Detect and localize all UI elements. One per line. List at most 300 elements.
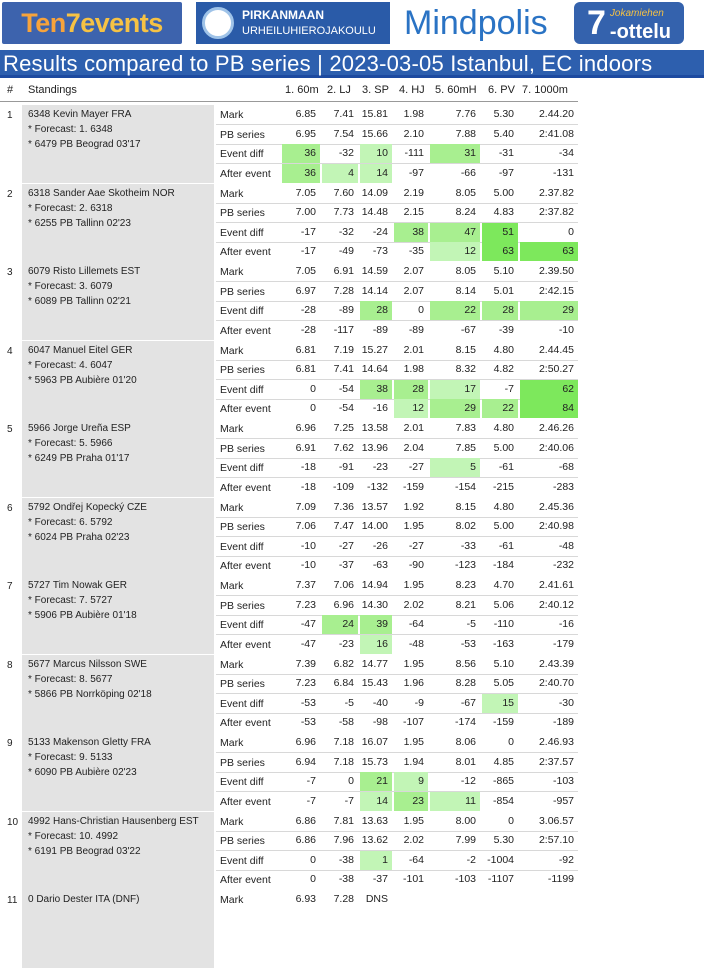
result-row (216, 301, 578, 321)
row-label: Event diff (220, 697, 264, 710)
result-cell: 7.62 (333, 441, 354, 454)
result-cell: 2.04 (403, 441, 424, 454)
athlete-pb: * 6191 PB Beograd 03'22 (28, 845, 141, 857)
result-cell: 0 (310, 402, 316, 415)
result-cell: -10 (300, 539, 316, 552)
result-cell: -32 (338, 147, 354, 160)
result-cell: -73 (372, 245, 388, 258)
athlete-block (0, 105, 578, 184)
result-cell: -89 (408, 323, 424, 336)
result-cell: -9 (414, 696, 424, 709)
row-label: Mark (220, 580, 244, 592)
result-cell: 2:37.57 (538, 755, 574, 768)
column-header: 5. 60mH (435, 84, 477, 96)
result-row (216, 125, 578, 145)
result-row (216, 851, 578, 871)
result-cell: 6.82 (333, 657, 354, 670)
athlete-pb: * 6089 PB Tallinn 02'21 (28, 296, 131, 307)
result-cell: 9 (394, 772, 428, 791)
result-row (216, 655, 578, 675)
athlete-pb: * 6249 PB Praha 01'17 (28, 453, 130, 464)
result-cell: 15.43 (361, 677, 388, 690)
result-cell: 14.00 (361, 520, 388, 533)
row-label: After event (220, 717, 271, 730)
result-cell: -215 (492, 480, 514, 493)
result-cell: 22 (430, 301, 480, 320)
result-cell: -232 (552, 559, 574, 572)
result-cell: 6.86 (295, 834, 316, 847)
result-row (216, 733, 578, 753)
row-label: PB series (220, 285, 265, 298)
athlete-pb: * 6090 PB Aubière 02'23 (28, 767, 137, 778)
result-cell: -53 (300, 716, 316, 729)
result-cell: 8.32 (455, 363, 476, 376)
result-cell: -27 (338, 539, 354, 552)
result-row (216, 498, 578, 518)
result-cell: 5 (430, 458, 480, 477)
result-cell: 7.41 (333, 108, 354, 120)
result-cell: 36 (282, 144, 320, 163)
result-cell: 7.47 (333, 520, 354, 533)
result-cell: 14.59 (361, 265, 388, 277)
result-cell: 7.25 (333, 422, 354, 434)
result-cell: 8.05 (455, 265, 476, 277)
result-cell: -5 (466, 618, 476, 631)
pirkanmaan-logo (196, 2, 390, 44)
row-label: Mark (220, 815, 244, 828)
result-cell: 13.63 (361, 814, 388, 827)
result-cell: 1.96 (403, 677, 424, 690)
row-label: Event diff (220, 854, 264, 867)
result-cell: 7.39 (295, 657, 316, 670)
result-cell: -90 (408, 559, 424, 572)
result-cell: 13.57 (361, 500, 388, 513)
header-divider (0, 101, 578, 102)
result-row (216, 674, 578, 694)
result-cell: -957 (552, 794, 574, 807)
result-cell: 7.19 (333, 343, 354, 356)
result-row (216, 694, 578, 714)
result-cell: 8.02 (455, 520, 476, 533)
result-cell: -10 (558, 323, 574, 336)
result-cell: 14.14 (361, 284, 388, 297)
result-cell: 2.44.20 (538, 108, 574, 120)
athlete-name: 6047 Manuel Eitel GER (28, 344, 133, 356)
result-cell: -18 (300, 480, 316, 493)
row-label: Event diff (220, 776, 264, 789)
result-cell: 2.43.39 (538, 657, 574, 670)
result-cell: -64 (408, 618, 424, 631)
column-header: 4. HJ (399, 84, 425, 96)
athlete-forecast: * Forecast: 1. 6348 (28, 124, 113, 135)
row-label: PB series (220, 364, 265, 377)
athlete-pb: * 6479 PB Beograd 03'17 (28, 139, 141, 150)
result-cell: -47 (300, 637, 316, 650)
result-cell: -61 (498, 539, 514, 552)
result-row (216, 517, 578, 537)
result-cell: 7.60 (333, 186, 354, 199)
result-cell: 7.37 (295, 579, 316, 591)
result-cell: 7.18 (333, 755, 354, 768)
athlete-block (0, 655, 578, 734)
result-row (216, 478, 578, 498)
result-cell: 7.28 (333, 893, 354, 905)
result-cell: 1.95 (403, 814, 424, 827)
result-cell: -28 (300, 323, 316, 336)
row-label: Mark (220, 737, 244, 749)
result-cell: 6.96 (333, 598, 354, 611)
result-cell: 8.14 (455, 284, 476, 297)
result-cell: -24 (372, 225, 388, 238)
result-cell: 6.81 (295, 343, 316, 356)
row-label: Mark (220, 187, 244, 200)
column-header: Standings (28, 84, 77, 96)
result-cell: 4.82 (493, 363, 514, 376)
result-cell: 16 (360, 635, 392, 654)
result-cell: -7 (504, 382, 514, 395)
row-label: PB series (220, 442, 265, 455)
result-cell: 14.64 (361, 363, 388, 376)
result-row (216, 635, 578, 655)
result-cell: 1.95 (403, 579, 424, 591)
page-title: Results compared to PB series | 2023-03-05 Istanbul, EC indoors (3, 51, 653, 76)
result-cell: 38 (360, 380, 392, 399)
result-cell: -37 (338, 559, 354, 572)
athlete-block (0, 184, 578, 263)
result-cell: 7.28 (333, 284, 354, 297)
result-cell: 14 (360, 164, 392, 183)
result-cell: 8.01 (455, 755, 476, 768)
result-cell: 7.76 (455, 108, 476, 120)
result-cell: 2.44.45 (538, 343, 574, 356)
result-cell: 51 (482, 223, 518, 242)
result-row (216, 890, 578, 910)
result-cell: -92 (558, 853, 574, 866)
result-cell: 8.24 (455, 206, 476, 219)
result-cell: -48 (408, 637, 424, 650)
result-cell: -1004 (487, 853, 514, 866)
result-row (216, 596, 578, 616)
result-cell: 4.85 (493, 755, 514, 768)
result-cell: 28 (360, 301, 392, 320)
result-cell: 7.88 (455, 127, 476, 140)
result-cell: -16 (372, 402, 388, 415)
column-header: 2. LJ (327, 84, 351, 96)
result-cell: -27 (408, 461, 424, 474)
result-cell: -37 (372, 873, 388, 886)
mindpolis-logo (404, 2, 556, 44)
result-cell: 2.07 (403, 265, 424, 277)
result-row (216, 458, 578, 478)
result-cell: -39 (498, 323, 514, 336)
result-cell: -103 (454, 873, 476, 886)
athlete-block (0, 498, 578, 577)
row-label: After event (220, 638, 271, 651)
athlete-name: 5966 Jorge Ureña ESP (28, 423, 131, 434)
column-header: # (7, 84, 14, 96)
result-cell: -97 (498, 166, 514, 179)
result-cell: 2:41.08 (538, 127, 574, 140)
athlete-pb: * 6024 PB Praha 02'23 (28, 531, 130, 543)
result-cell: -159 (402, 480, 424, 493)
result-cell: 2.46.26 (538, 422, 574, 434)
result-cell: -17 (300, 245, 316, 258)
result-cell: -103 (552, 775, 574, 788)
result-cell: 0 (508, 736, 514, 748)
athlete-block (0, 812, 578, 891)
athlete-rank: 1 (7, 110, 13, 121)
result-row (216, 262, 578, 282)
athlete-block (0, 576, 578, 655)
result-cell: 6.86 (295, 814, 316, 827)
row-label: PB series (220, 521, 265, 534)
athlete-name: 5727 Tim Nowak GER (28, 580, 127, 591)
column-header: 7. 1000m (522, 84, 568, 96)
result-cell: -5 (344, 696, 354, 709)
result-cell: 1.95 (403, 657, 424, 670)
result-row (216, 164, 578, 184)
result-cell: 6.91 (333, 265, 354, 277)
result-cell: 5.05 (493, 677, 514, 690)
ten7events-logo (2, 2, 182, 44)
result-cell: -1107 (487, 873, 514, 886)
result-cell: -132 (366, 480, 388, 493)
result-cell: 7.36 (333, 500, 354, 513)
column-header: 3. SP (362, 84, 389, 96)
row-label: Event diff (220, 619, 264, 632)
result-cell: 2.01 (403, 422, 424, 434)
row-label: Event diff (220, 305, 264, 318)
athlete-pb: * 5963 PB Aubière 01'20 (28, 374, 137, 386)
athlete-name: 5677 Marcus Nilsson SWE (28, 658, 147, 670)
result-cell: 6.95 (295, 127, 316, 140)
athlete-rank: 8 (7, 659, 13, 671)
result-cell: 2:40.12 (538, 598, 574, 611)
result-cell: 5.40 (493, 127, 514, 140)
result-cell: 2.39.50 (538, 265, 574, 277)
result-cell: 2:42.15 (538, 284, 574, 297)
result-cell: 8.15 (455, 500, 476, 513)
result-cell: -49 (338, 245, 354, 258)
result-cell: 16.07 (361, 736, 388, 748)
result-cell: 39 (360, 615, 392, 634)
result-cell: 6.84 (333, 677, 354, 690)
athlete-pb: * 6255 PB Tallinn 02'23 (28, 217, 131, 229)
result-cell: -111 (404, 147, 424, 160)
result-cell: 7.18 (333, 736, 354, 748)
result-cell: 38 (394, 223, 428, 242)
result-cell: 7.83 (455, 422, 476, 434)
result-cell: 0 (348, 775, 354, 788)
athlete-forecast: * Forecast: 4. 6047 (28, 359, 113, 371)
result-cell: 15.81 (361, 108, 388, 120)
result-cell: -33 (460, 539, 476, 552)
result-cell: 7.00 (295, 206, 316, 219)
result-cell: 13.62 (361, 834, 388, 847)
result-row (216, 203, 578, 223)
athlete-rank: 10 (7, 816, 19, 828)
result-cell: -38 (338, 873, 354, 886)
result-cell: 2:57.10 (538, 834, 574, 847)
result-cell: 5.00 (493, 520, 514, 533)
result-cell: 2.37.82 (538, 186, 574, 199)
result-cell: 47 (430, 223, 480, 242)
result-cell: -54 (338, 382, 354, 395)
athlete-forecast: * Forecast: 8. 5677 (28, 673, 113, 685)
column-header: 6. PV (488, 84, 515, 96)
result-cell: 12 (394, 399, 428, 418)
result-cell: 8.00 (455, 814, 476, 827)
result-cell: 0 (310, 873, 316, 886)
row-label: After event (220, 874, 271, 887)
result-cell: 8.06 (455, 736, 476, 748)
result-cell: 6.85 (295, 108, 316, 120)
result-cell: 8.15 (455, 343, 476, 356)
result-cell: 0 (418, 304, 424, 317)
result-cell: 13.58 (361, 422, 388, 434)
result-cell: -179 (552, 637, 574, 650)
result-cell: 7.09 (295, 500, 316, 513)
result-cell: 6.96 (295, 422, 316, 434)
athlete-name: 0 Dario Dester ITA (DNF) (28, 894, 140, 905)
result-cell: -23 (372, 461, 388, 474)
result-cell: -16 (558, 618, 574, 631)
result-cell: -89 (372, 323, 388, 336)
athlete-rank: 3 (7, 267, 13, 278)
row-label: PB series (220, 599, 265, 612)
result-cell: -184 (492, 559, 514, 572)
athlete-forecast: * Forecast: 7. 5727 (28, 595, 113, 606)
result-cell: 5.00 (493, 441, 514, 454)
result-cell: 14.09 (361, 186, 388, 199)
result-cell: 0 (508, 814, 514, 827)
result-cell: -117 (333, 323, 354, 336)
row-label: Mark (220, 658, 244, 671)
result-cell: -865 (492, 775, 514, 788)
result-cell: 63 (482, 242, 518, 261)
athlete-forecast: * Forecast: 2. 6318 (28, 202, 113, 214)
row-label: PB series (220, 207, 265, 220)
result-row (216, 576, 578, 596)
result-cell: 2.01 (403, 343, 424, 356)
row-label: Mark (220, 266, 244, 278)
result-cell: 29 (430, 399, 480, 418)
result-cell: -123 (454, 559, 476, 572)
result-cell: 5.30 (493, 834, 514, 847)
athlete-name: 5792 Ondřej Kopecký CZE (28, 501, 147, 513)
row-label: After event (220, 795, 271, 808)
result-cell: 2.10 (403, 127, 424, 140)
row-label: Mark (220, 344, 244, 357)
result-cell: -131 (552, 166, 574, 179)
result-cell: 2:40.98 (538, 520, 574, 533)
result-cell: 4.80 (493, 343, 514, 356)
result-cell: 2.07 (403, 284, 424, 297)
result-cell: 2:50.27 (538, 363, 574, 376)
result-cell: -174 (454, 716, 476, 729)
result-cell: -30 (558, 696, 574, 709)
result-cell: 7.41 (333, 363, 354, 376)
athlete-block-partial (0, 890, 578, 969)
result-cell: -66 (460, 166, 476, 179)
athlete-forecast: * Forecast: 9. 5133 (28, 752, 113, 763)
athlete-forecast: * Forecast: 10. 4992 (28, 830, 119, 842)
row-label: PB series (220, 835, 265, 848)
result-cell: 2.41.61 (538, 579, 574, 591)
row-label: Mark (220, 894, 244, 906)
result-cell: 1.92 (403, 500, 424, 513)
result-cell: 2.46.93 (538, 736, 574, 748)
result-cell: -7 (344, 794, 354, 807)
pirkanmaan-logo-line2: URHEILUHIEROJAKOULU (242, 25, 376, 37)
result-cell: -91 (338, 461, 354, 474)
athlete-rank: 7 (7, 581, 13, 592)
result-cell: -18 (300, 461, 316, 474)
ottelu-logo-big: -ottelu (609, 21, 671, 43)
result-cell: 63 (520, 242, 578, 261)
result-row (216, 537, 578, 557)
result-cell: -31 (498, 147, 514, 160)
athlete-block (0, 262, 578, 341)
result-cell: -68 (558, 461, 574, 474)
result-cell: 12 (430, 242, 480, 261)
result-cell: -54 (338, 402, 354, 415)
row-label: Event diff (220, 226, 264, 239)
seal-icon (202, 7, 234, 39)
result-cell: -7 (306, 775, 316, 788)
result-cell: -89 (338, 304, 354, 317)
result-row (216, 380, 578, 400)
result-cell: 36 (282, 164, 320, 183)
result-cell: 10 (360, 144, 392, 163)
result-cell: -48 (558, 539, 574, 552)
result-cell: -1199 (547, 873, 574, 886)
result-cell: -67 (460, 323, 476, 336)
result-cell: 23 (394, 792, 428, 811)
result-cell: -58 (338, 716, 354, 729)
ottelu-logo-small: Jokamiehen (609, 8, 664, 19)
result-cell: 24 (322, 615, 358, 634)
result-cell: 4.70 (493, 579, 514, 591)
result-cell: -159 (492, 716, 514, 729)
result-cell: -163 (492, 637, 514, 650)
result-cell: 8.05 (455, 186, 476, 199)
row-label: PB series (220, 678, 265, 691)
result-cell: -40 (372, 696, 388, 709)
result-cell: 84 (520, 399, 578, 418)
athlete-rank: 6 (7, 502, 13, 514)
result-row (216, 419, 578, 439)
result-cell: -854 (492, 794, 514, 807)
result-row (216, 753, 578, 773)
result-row (216, 321, 578, 341)
athlete-block (0, 341, 578, 420)
result-row (216, 242, 578, 262)
result-cell: 14.77 (361, 657, 388, 670)
result-row (216, 105, 578, 125)
athlete-name: 6079 Risto Lillemets EST (28, 266, 141, 277)
result-row (216, 831, 578, 851)
athlete-rank: 5 (7, 424, 13, 435)
result-cell: -97 (408, 166, 424, 179)
result-cell: 14.94 (361, 579, 388, 591)
result-cell: 7.96 (333, 834, 354, 847)
result-cell: 5.06 (493, 598, 514, 611)
row-label: Event diff (220, 148, 264, 161)
result-cell: 4 (322, 164, 358, 183)
results-table (0, 78, 704, 906)
result-cell: 1.98 (403, 363, 424, 376)
